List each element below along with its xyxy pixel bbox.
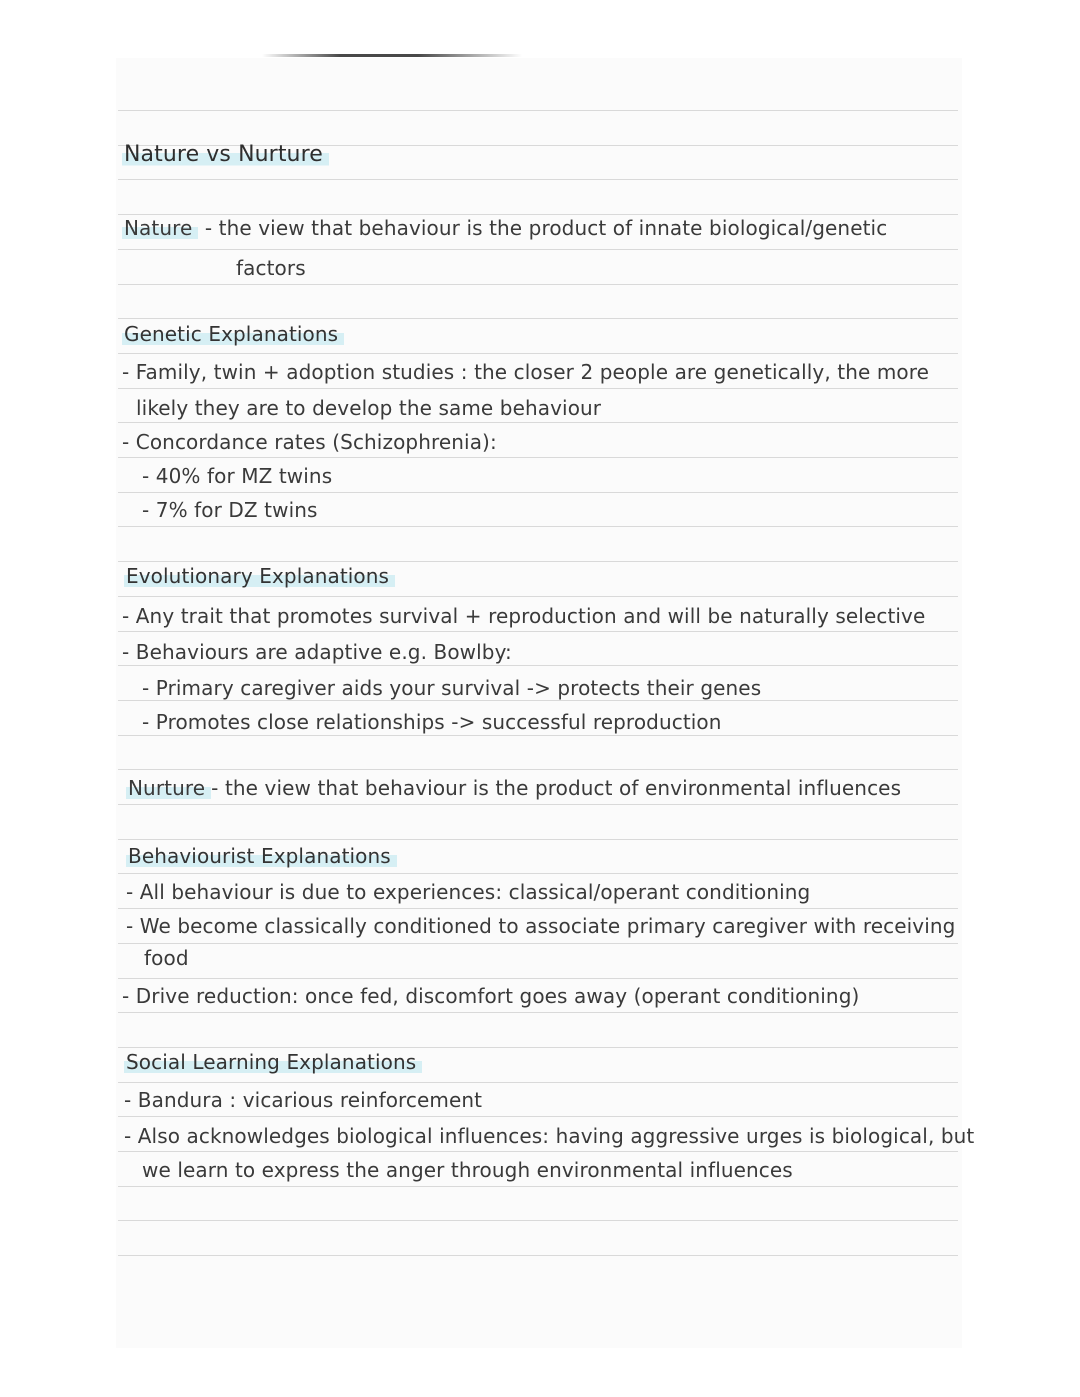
page-title — [122, 142, 329, 167]
ruled-line — [118, 353, 958, 354]
ruled-line — [118, 284, 958, 285]
genetic-heading — [122, 322, 344, 346]
evolutionary-heading-text: Evolutionary Explanations — [124, 564, 395, 588]
ruled-line — [118, 1186, 958, 1187]
behaviourist-heading-text: Behaviourist Explanations — [126, 844, 397, 868]
ruled-line — [118, 1012, 958, 1013]
genetic-line: - 40% for MZ twins — [142, 464, 333, 488]
ruled-paper — [116, 58, 962, 1348]
ruled-line — [118, 1047, 958, 1048]
ruled-line — [118, 908, 958, 909]
ruled-line — [118, 249, 958, 250]
ruled-line — [118, 1220, 958, 1221]
ruled-line — [118, 179, 958, 180]
genetic-line: - Concordance rates (Schizophrenia): — [122, 430, 497, 454]
nurture-definition-text: - the view that behaviour is the product of environmental influences — [211, 776, 902, 800]
nature-definition-line2: factors — [236, 256, 306, 280]
ruled-line — [118, 388, 958, 389]
genetic-heading-text: Genetic Explanations — [122, 322, 344, 346]
behaviourist-line: food — [144, 946, 189, 970]
nature-definition-text: - the view that behaviour is the product of innate biological/genetic — [198, 216, 888, 240]
behaviourist-line: - We become classically conditioned to associate primary caregiver with receiving — [126, 914, 956, 938]
genetic-line: likely they are to develop the same behaviour — [136, 396, 602, 420]
ruled-line — [118, 561, 958, 562]
ruled-line — [118, 422, 958, 423]
evolutionary-line: - Behaviours are adaptive e.g. Bowlby: — [122, 640, 512, 664]
evolutionary-line: - Promotes close relationships -> successful reproduction — [142, 710, 722, 734]
social-learning-heading-text: Social Learning Explanations — [124, 1050, 422, 1074]
ruled-line — [118, 665, 958, 666]
social-learning-heading — [124, 1050, 422, 1074]
page-edge-mark — [262, 54, 522, 57]
ruled-line — [118, 318, 958, 319]
ruled-line — [118, 978, 958, 979]
ruled-line — [118, 1082, 958, 1083]
genetic-line: - 7% for DZ twins — [142, 498, 318, 522]
ruled-line — [118, 700, 958, 701]
behaviourist-heading — [126, 844, 397, 868]
ruled-line — [118, 596, 958, 597]
social-learning-line: - Also acknowledges biological influences: having aggressive urges is biological, but — [124, 1124, 975, 1148]
social-learning-line: - Bandura : vicarious reinforcement — [124, 1088, 483, 1112]
behaviourist-line: - Drive reduction: once fed, discomfort goes away (operant conditioning) — [122, 984, 860, 1008]
ruled-line — [118, 1151, 958, 1152]
ruled-line — [118, 526, 958, 527]
ruled-line — [118, 769, 958, 770]
ruled-line — [118, 1255, 958, 1256]
evolutionary-line: - Any trait that promotes survival + reproduction and will be naturally selective — [122, 604, 926, 628]
behaviourist-line: - All behaviour is due to experiences: classical/operant conditioning — [126, 880, 811, 904]
ruled-line — [118, 492, 958, 493]
evolutionary-heading — [124, 564, 395, 588]
ruled-line — [118, 839, 958, 840]
nature-definition — [122, 216, 887, 240]
evolutionary-line: - Primary caregiver aids your survival -> protects their genes — [142, 676, 762, 700]
ruled-line — [118, 457, 958, 458]
ruled-line — [118, 735, 958, 736]
social-learning-line: we learn to express the anger through environmental influences — [142, 1158, 793, 1182]
ruled-line — [118, 1116, 958, 1117]
ruled-line — [118, 110, 958, 111]
nature-term: Nature — [122, 216, 198, 240]
ruled-line — [118, 804, 958, 805]
genetic-line: - Family, twin + adoption studies : the closer 2 people are genetically, the more — [122, 360, 930, 384]
nurture-definition — [126, 776, 901, 800]
ruled-line — [118, 943, 958, 944]
nurture-term: Nurture — [126, 776, 211, 800]
ruled-line — [118, 873, 958, 874]
page-title-text: Nature vs Nurture — [122, 142, 329, 167]
ruled-line — [118, 214, 958, 215]
ruled-line — [118, 631, 958, 632]
